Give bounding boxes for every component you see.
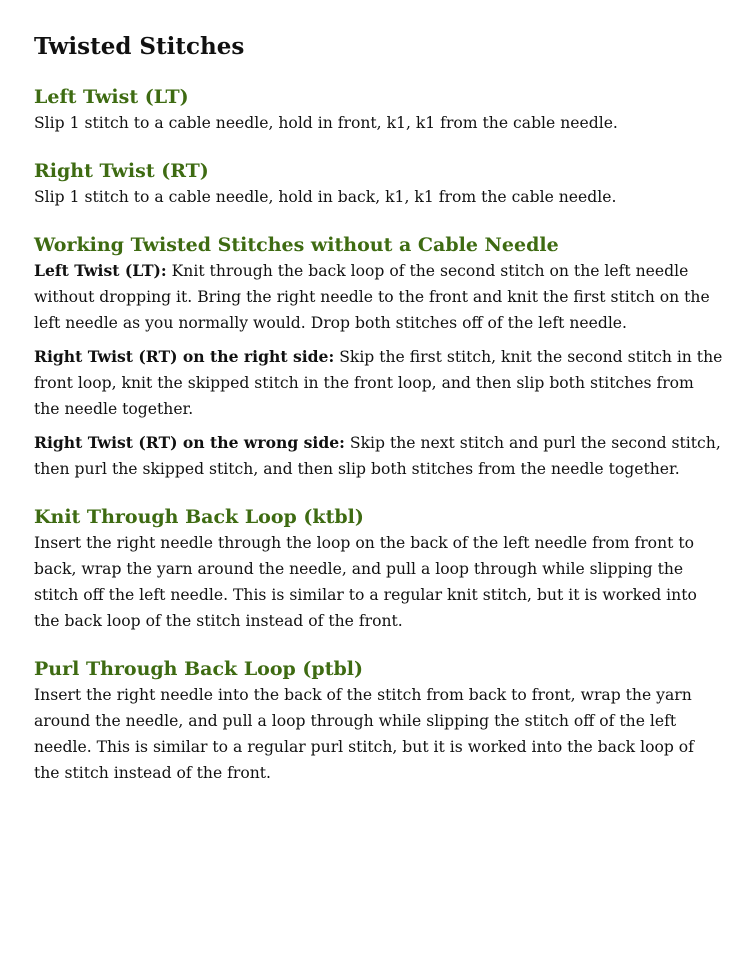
instruction-lead: Right Twist (RT) on the right side: bbox=[34, 347, 335, 366]
page-title: Twisted Stitches bbox=[34, 33, 245, 60]
section-heading: Left Twist (LT) bbox=[34, 86, 189, 108]
section-heading: Knit Through Back Loop (ktbl) bbox=[34, 506, 364, 528]
section-left-twist bbox=[34, 84, 724, 136]
instruction-text: Skip the first stitch, knit the second stitch in the front loop, knit the skipped stitch in the front loop, and then slip both stitches from the needle together. bbox=[34, 348, 723, 418]
instruction-text: Knit through the back loop of the second stitch on the left needle without dropping it. Bring the right needle to the front and knit the first stitch on the left needle as you normally would. Drop both stitches off of the left needle. bbox=[34, 262, 710, 332]
section-ptbl bbox=[34, 656, 724, 786]
instruction-lead: Left Twist (LT): bbox=[34, 261, 167, 280]
section-right-twist bbox=[34, 158, 724, 210]
section-heading: Working Twisted Stitches without a Cable Needle bbox=[34, 234, 559, 256]
section-heading: Right Twist (RT) bbox=[34, 160, 209, 182]
instruction-paragraph bbox=[34, 430, 724, 482]
instruction-text: Skip the next stitch and purl the second stitch, then purl the skipped stitch, and then slip both stitches from the needle together. bbox=[34, 434, 721, 478]
instruction-lead: Right Twist (RT) on the wrong side: bbox=[34, 433, 345, 452]
section-text: Insert the right needle through the loop on the back of the left needle from front to back, wrap the yarn around the needle, and pull a loop through while slipping the stitch off the left needle. This is similar to a regular knit stitch, but it is worked into the back loop of the stitch instead of the front. bbox=[34, 534, 697, 630]
section-text: Slip 1 stitch to a cable needle, hold in back, k1, k1 from the cable needle. bbox=[34, 188, 617, 206]
document-page bbox=[34, 30, 724, 808]
section-text: Insert the right needle into the back of the stitch from back to front, wrap the yarn around the needle, and pull a loop through while slipping the stitch off of the left needle. This is similar to a regular purl stitch, but it is worked into the back loop of the stitch instead of the front. bbox=[34, 686, 694, 782]
section-text: Slip 1 stitch to a cable needle, hold in front, k1, k1 from the cable needle. bbox=[34, 114, 618, 132]
section-ktbl bbox=[34, 504, 724, 634]
instruction-paragraph bbox=[34, 258, 724, 336]
section-without-cable-needle bbox=[34, 232, 724, 482]
section-heading: Purl Through Back Loop (ptbl) bbox=[34, 658, 363, 680]
instruction-paragraph bbox=[34, 344, 724, 422]
